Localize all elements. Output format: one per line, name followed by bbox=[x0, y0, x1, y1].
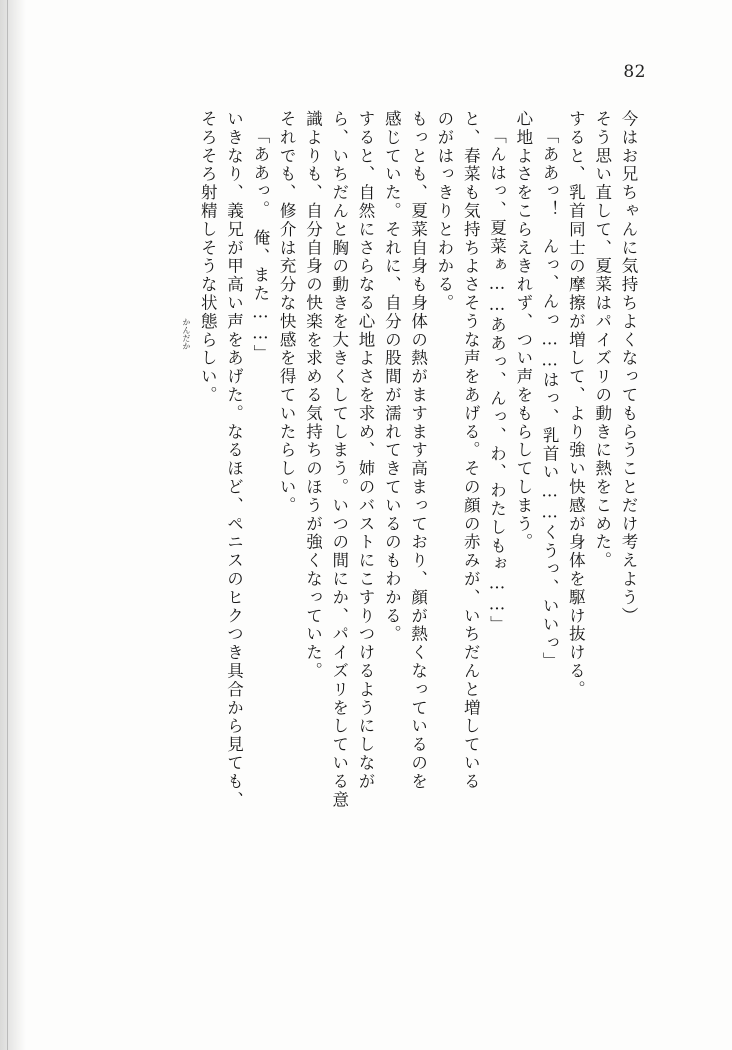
vertical-text-block bbox=[84, 110, 636, 1010]
page-edge-line bbox=[7, 0, 8, 1050]
text-column: 感じていた。それに、自分の股間が濡れてきているのもわかる。 bbox=[382, 110, 402, 644]
text-column: 今はお兄ちゃんに気持ちよくなってもらうことだけ考えよう） bbox=[619, 110, 638, 626]
text-column: すると、自然にさらなる心地よさを求め、姉のバストにこすりつけるようにしなが bbox=[356, 110, 376, 791]
text-column: 「んはっ、夏菜ぁ……ああっ、んっ、わ、わたしもぉ……」 bbox=[487, 127, 507, 634]
text-column: いきなり、義兄が甲高い声をあげた。なるほど、ペニスのヒクつき具合から見ても、 bbox=[224, 110, 244, 810]
page-gutter-shadow bbox=[0, 0, 26, 1050]
text-column: 「ああっ。 俺、また……」 bbox=[250, 127, 270, 363]
text-column: そう思い直して、夏菜はパイズリの動きに熱をこめた。 bbox=[592, 110, 612, 570]
text-column: そろそろ射精しそうな状態らしい。 bbox=[198, 110, 218, 405]
text-column: と、春菜も気持ちよさそうな声をあげる。その顔の赤みが、いちだんと増している bbox=[461, 110, 481, 791]
text-column: もっとも、夏菜自身も身体の熱がますます高まっており、顔が熱くなっているのを bbox=[408, 110, 428, 791]
text-column: のがはっきりとわかる。 bbox=[434, 110, 454, 313]
page-number: 82 bbox=[623, 62, 646, 82]
text-column: すると、乳首同士の摩擦が増して、より強い快感が身体を駆け抜ける。 bbox=[566, 110, 586, 699]
text-column: それでも、修介は充分な快感を得ていたらしい。 bbox=[277, 110, 297, 515]
ruby-annotation: かんだか bbox=[182, 318, 191, 350]
text-column: 識よりも、自分自身の快楽を求める気持ちのほうが強くなっていた。 bbox=[303, 110, 323, 681]
text-column: 「ああっ！ んっ、んっ……はっ、乳首い……くうっ、いいっ」 bbox=[540, 127, 560, 671]
text-column: 心地よさをこらえきれず、つい声をもらしてしまう。 bbox=[513, 110, 533, 552]
text-column: ら、いちだんと胸の動きを大きくしてしまう。いつの間にか、パイズリをしている意 bbox=[329, 110, 349, 810]
